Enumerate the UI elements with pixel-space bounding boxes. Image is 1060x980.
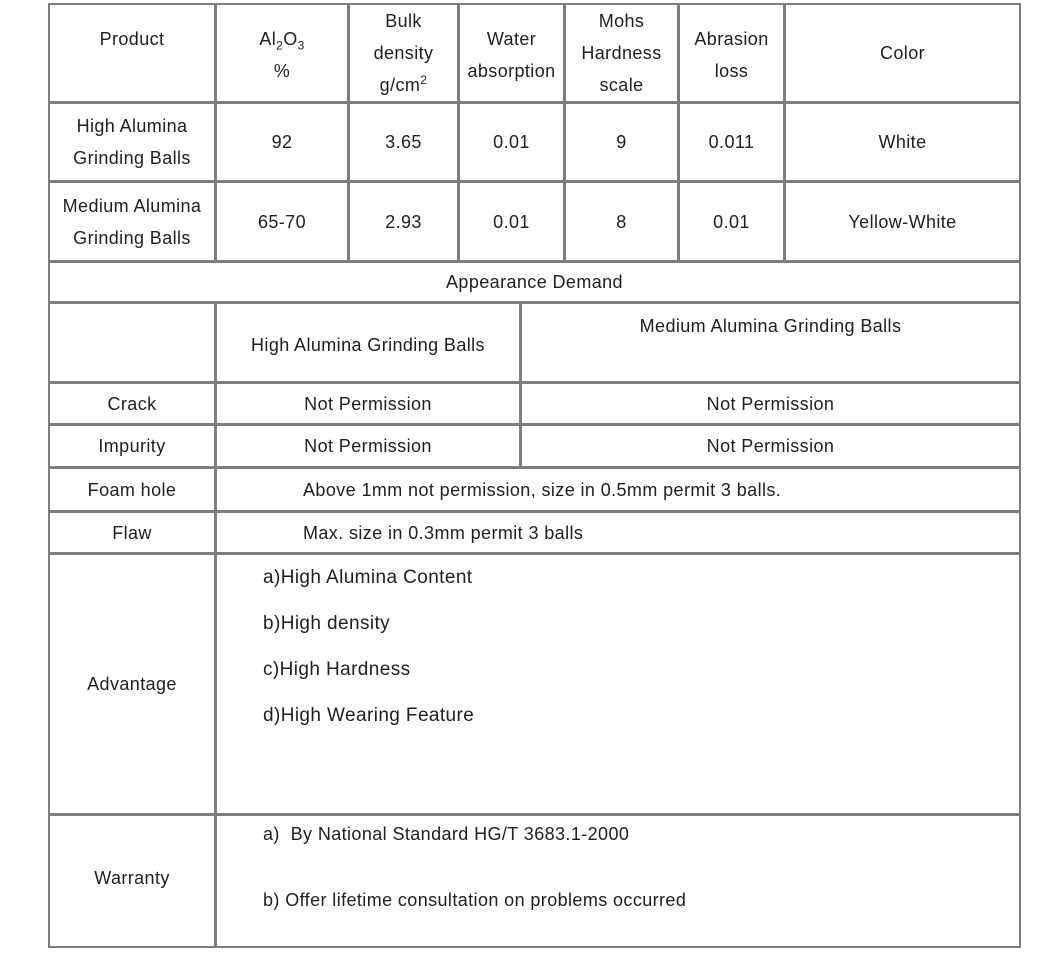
bulk-unit: $g/cm^2$ bbox=[379, 73, 428, 95]
water-line2: absorption bbox=[467, 61, 556, 81]
row-medium-bulk: 2.93 bbox=[348, 181, 459, 262]
row-high-product: High Alumina Grinding Balls bbox=[48, 102, 216, 182]
appearance-col-high: High Alumina Grinding Balls bbox=[215, 302, 521, 383]
bulk-line2: density bbox=[373, 43, 434, 63]
bulk-line1: Bulk bbox=[385, 11, 422, 31]
al2o3-unit: % bbox=[273, 61, 291, 81]
row-medium-product: Medium Alumina Grinding Balls bbox=[48, 181, 216, 262]
header-mohs bbox=[564, 3, 679, 103]
warranty-label: Warranty bbox=[48, 814, 216, 948]
al2o3-label: $Al_2O_3$ bbox=[259, 29, 305, 53]
impurity-label: Impurity bbox=[48, 424, 216, 468]
advantage-item: b)High density bbox=[263, 613, 391, 634]
header-al2o3 bbox=[215, 3, 349, 103]
mohs-line3: scale bbox=[599, 75, 644, 95]
abrasion-line1: Abrasion bbox=[694, 29, 769, 49]
row-medium-abrasion: 0.01 bbox=[678, 181, 785, 262]
header-color bbox=[784, 3, 1021, 103]
water-line1: Water bbox=[486, 29, 537, 49]
row-high-al2o3: 92 bbox=[215, 102, 349, 182]
advantage-list bbox=[215, 553, 1021, 815]
foam-value: Above 1mm not permission, size in 0.5mm permit 3 balls. bbox=[215, 467, 1021, 512]
crack-high: Not Permission bbox=[215, 382, 521, 425]
impurity-medium: Not Permission bbox=[520, 424, 1021, 468]
flaw-value: Max. size in 0.3mm permit 3 balls bbox=[215, 511, 1021, 554]
foam-label: Foam hole bbox=[48, 467, 216, 512]
warranty-item: b) Offer lifetime consultation on problems occurred bbox=[263, 890, 687, 910]
mohs-line1: Mohs bbox=[598, 11, 645, 31]
mohs-line2: Hardness bbox=[581, 43, 662, 63]
impurity-high: Not Permission bbox=[215, 424, 521, 468]
abrasion-line2: loss bbox=[714, 61, 749, 81]
crack-medium: Not Permission bbox=[520, 382, 1021, 425]
row-high-mohs: 9 bbox=[564, 102, 679, 182]
warranty-list bbox=[215, 814, 1021, 948]
advantage-item: d)High Wearing Feature bbox=[263, 705, 475, 726]
row-medium-mohs: 8 bbox=[564, 181, 679, 262]
header-water-absorption bbox=[458, 3, 565, 103]
row-high-color: White bbox=[784, 102, 1021, 182]
header-color-label: Color bbox=[879, 43, 925, 63]
header-product-label: Product bbox=[99, 29, 165, 49]
advantage-item: a)High Alumina Content bbox=[263, 567, 473, 588]
warranty-item: a) By National Standard HG/T 3683.1-2000 bbox=[263, 824, 630, 844]
row-medium-water: 0.01 bbox=[458, 181, 565, 262]
row-high-bulk: 3.65 bbox=[348, 102, 459, 182]
appearance-title: Appearance Demand bbox=[48, 261, 1021, 303]
flaw-label: Flaw bbox=[48, 511, 216, 554]
row-high-water: 0.01 bbox=[458, 102, 565, 182]
header-bulk-density bbox=[348, 3, 459, 103]
header-abrasion bbox=[678, 3, 785, 103]
advantage-item: c)High Hardness bbox=[263, 659, 411, 680]
header-product bbox=[48, 3, 216, 103]
advantage-label: Advantage bbox=[48, 553, 216, 815]
appearance-col-medium: Medium Alumina Grinding Balls bbox=[520, 302, 1021, 383]
crack-label: Crack bbox=[48, 382, 216, 425]
row-medium-color: Yellow-White bbox=[784, 181, 1021, 262]
row-high-abrasion: 0.011 bbox=[678, 102, 785, 182]
row-medium-al2o3: 65-70 bbox=[215, 181, 349, 262]
appearance-empty-cell bbox=[48, 302, 216, 383]
